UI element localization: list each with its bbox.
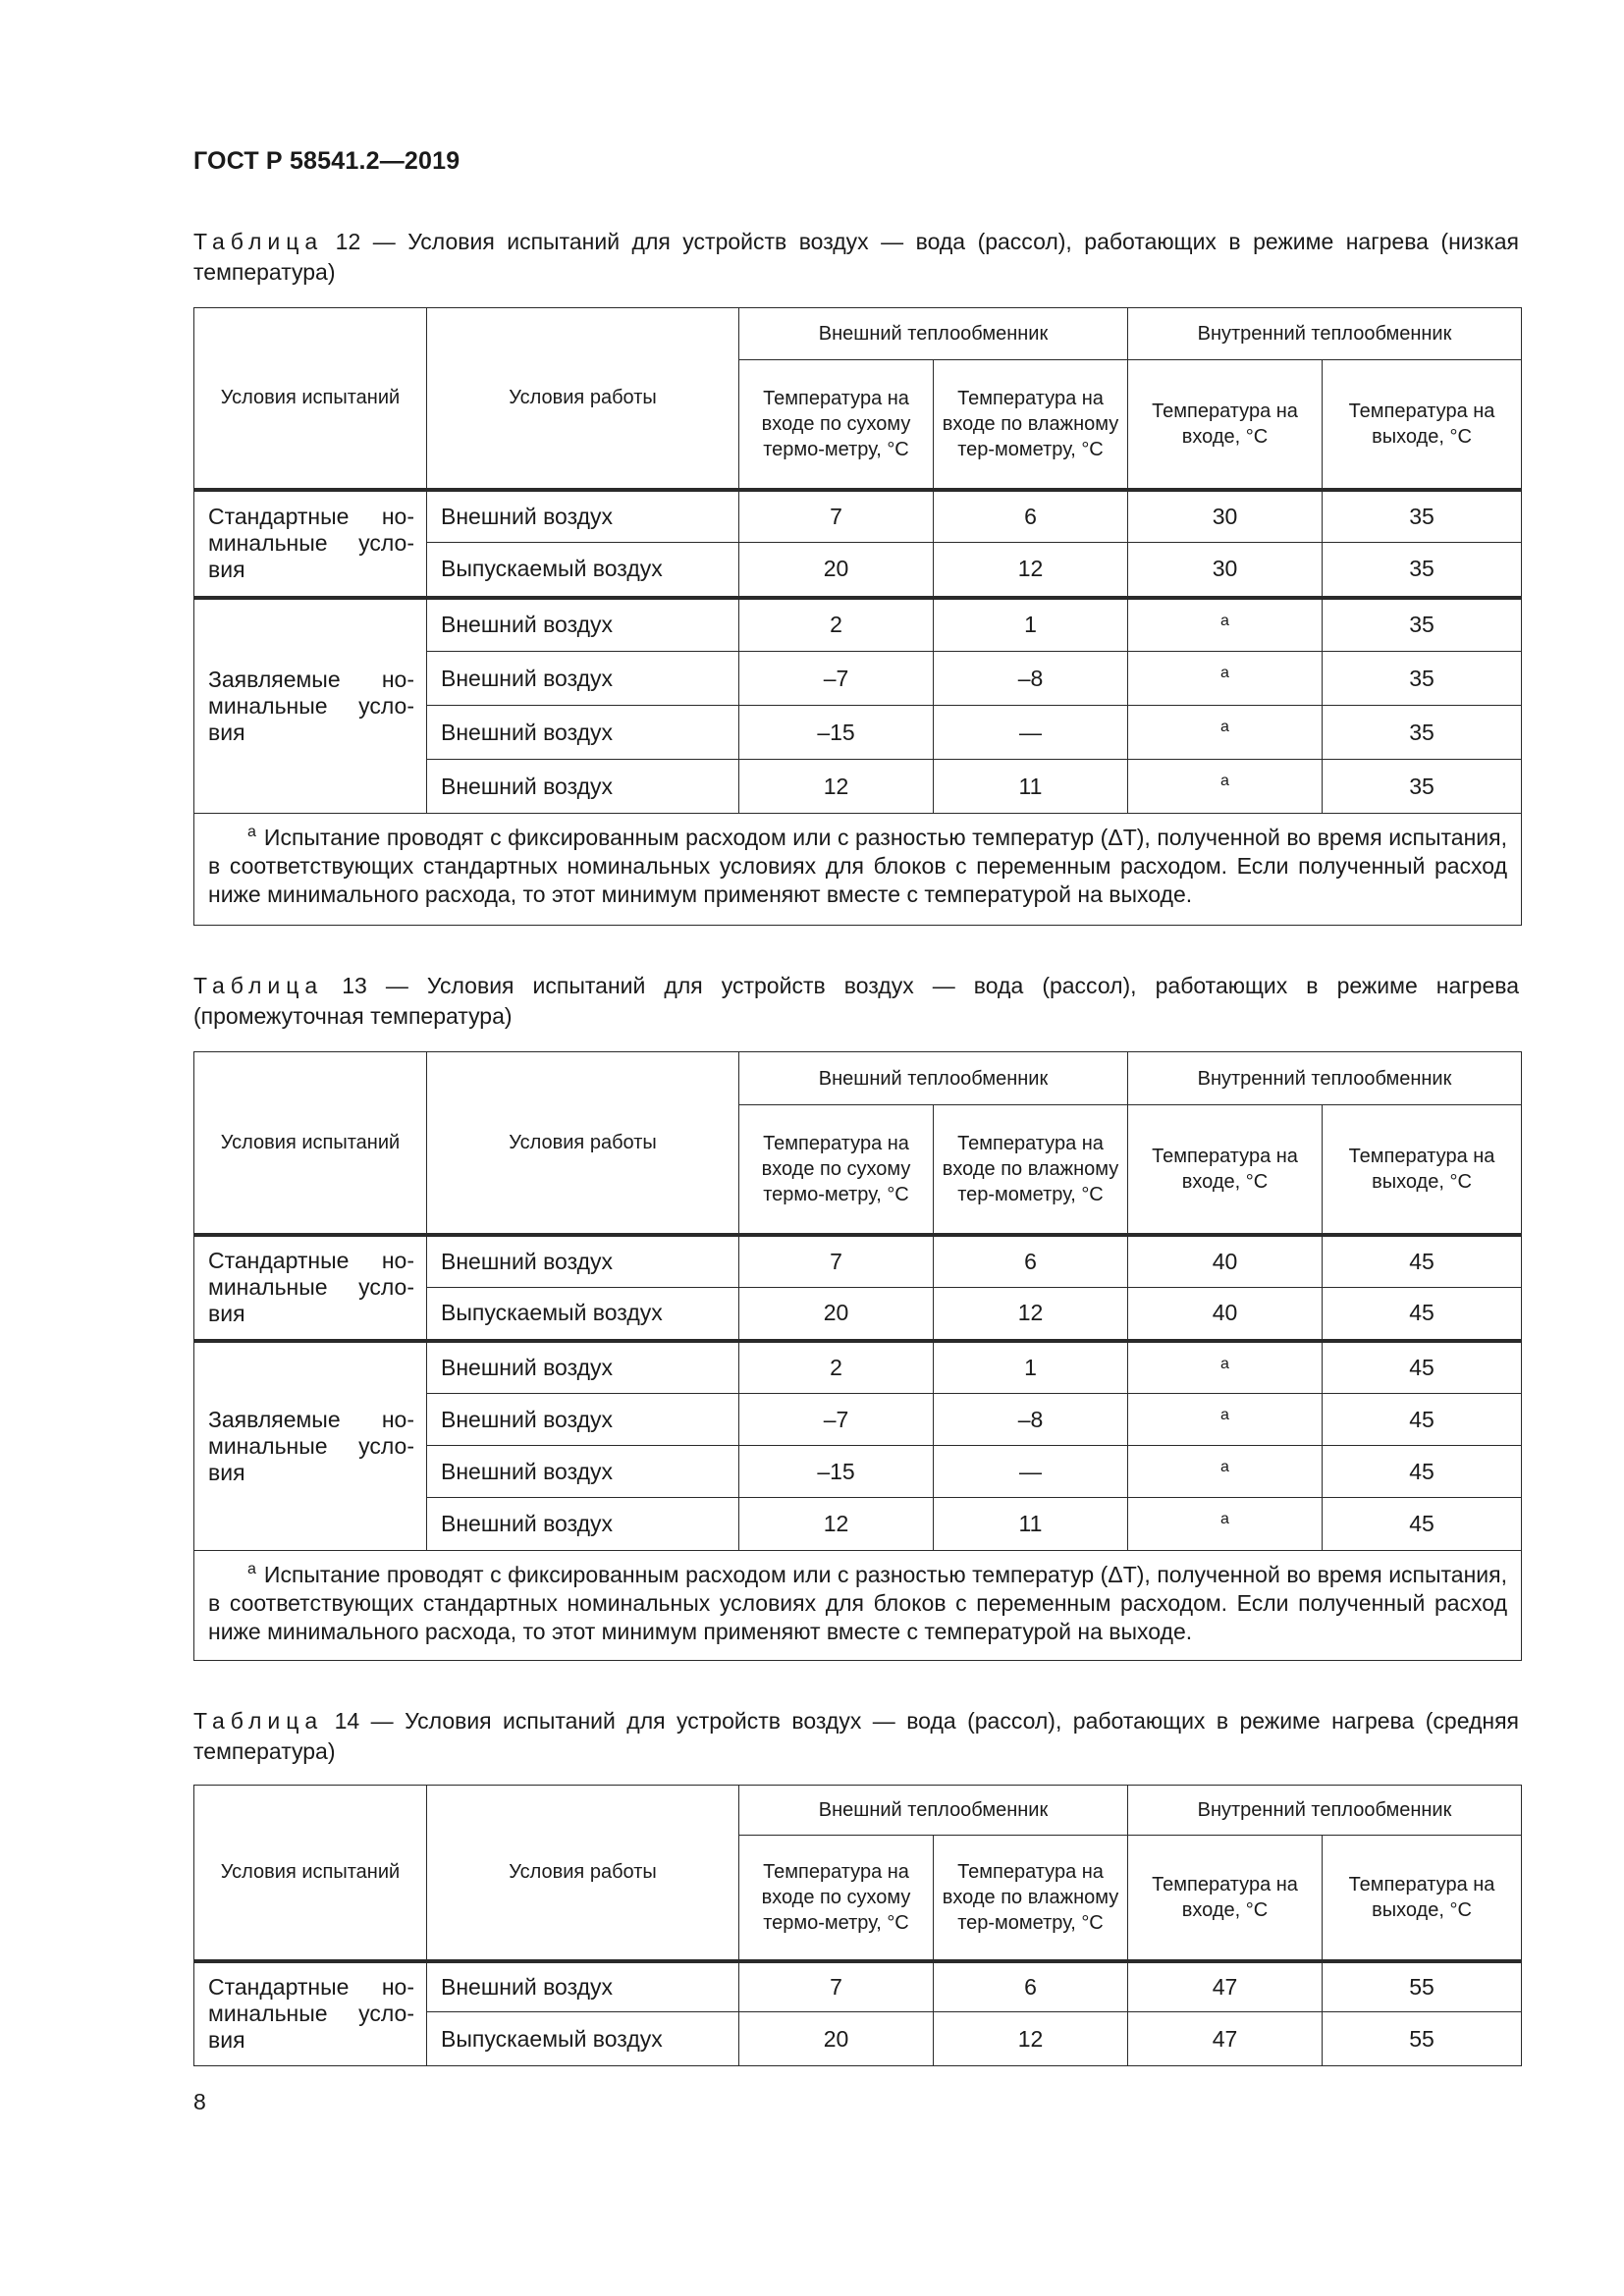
footnote-mark: a (247, 824, 256, 841)
header-inner-exchanger: Внутренний теплообменник (1128, 1052, 1522, 1105)
value-cell: 45 (1323, 1288, 1522, 1341)
table-13 (193, 1051, 1522, 1661)
header-inner-exchanger: Внутренний теплообменник (1128, 1786, 1522, 1836)
value-cell: 7 (739, 1961, 934, 2012)
value-cell: 12 (934, 1288, 1128, 1341)
table-13-caption (193, 971, 1519, 1032)
work-mode-cell: Внешний воздух (427, 1341, 739, 1394)
value-cell: 6 (934, 1961, 1128, 2012)
table-title: 13 — Условия испытаний для устройств воздух — вода (рассол), работающих в режиме нагрева (промежуточная температура) (193, 973, 1520, 1029)
header-work-conditions: Условия работы (427, 1786, 739, 1961)
value-cell: 1 (934, 1341, 1128, 1394)
table-row (194, 1235, 1522, 1288)
value-cell: 35 (1323, 706, 1522, 760)
header-outlet-temp: Температура на выходе, °C (1323, 1836, 1522, 1961)
value-cell: 45 (1323, 1446, 1522, 1498)
work-mode-cell: Внешний воздух (427, 706, 739, 760)
value-cell: 12 (934, 543, 1128, 598)
standard-conditions-cell: Стандартные но-минальные усло-вия (194, 1235, 427, 1341)
header-test-conditions: Условия испытаний (194, 1052, 427, 1235)
header-outer-exchanger: Внешний теплообменник (739, 1786, 1128, 1836)
footnote-ref-cell: a (1128, 1341, 1323, 1394)
value-cell: 11 (934, 1498, 1128, 1551)
page-number: 8 (193, 2089, 206, 2114)
table-label: Таблица (193, 1708, 324, 1734)
header-test-conditions: Условия испытаний (194, 308, 427, 490)
value-cell: 40 (1128, 1235, 1323, 1288)
header-inlet-temp: Температура на входе, °C (1128, 1836, 1323, 1961)
value-cell: 40 (1128, 1288, 1323, 1341)
value-cell: 7 (739, 1235, 934, 1288)
header-outlet-temp: Температура на выходе, °C (1323, 1105, 1522, 1235)
value-cell: –7 (739, 652, 934, 706)
value-cell: 35 (1323, 598, 1522, 652)
table-row (194, 1341, 1522, 1394)
header-inner-exchanger: Внутренний теплообменник (1128, 308, 1522, 360)
work-mode-cell: Внешний воздух (427, 490, 739, 543)
footnote-ref-cell: a (1128, 760, 1323, 814)
work-mode-cell: Внешний воздух (427, 1498, 739, 1551)
value-cell: — (934, 1446, 1128, 1498)
standard-conditions-cell: Стандартные но-минальные усло-вия (194, 1961, 427, 2066)
footnote-ref-cell: a (1128, 598, 1323, 652)
value-cell: –15 (739, 706, 934, 760)
declared-conditions-cell: Заявляемые но-минальные усло-вия (194, 598, 427, 814)
header-dry-bulb: Температура на входе по сухому термо-метру, °C (739, 360, 934, 490)
value-cell: 30 (1128, 490, 1323, 543)
header-work-conditions: Условия работы (427, 1052, 739, 1235)
work-mode-cell: Внешний воздух (427, 760, 739, 814)
header-work-conditions: Условия работы (427, 308, 739, 490)
value-cell: –8 (934, 1394, 1128, 1446)
value-cell: 1 (934, 598, 1128, 652)
header-wet-bulb: Температура на входе по влажному тер-мометру, °C (934, 1836, 1128, 1961)
work-mode-cell: Внешний воздух (427, 1446, 739, 1498)
value-cell: 6 (934, 490, 1128, 543)
table-label: Таблица (193, 973, 324, 998)
value-cell: 45 (1323, 1394, 1522, 1446)
value-cell: 12 (739, 760, 934, 814)
table-footnote (194, 814, 1522, 926)
work-mode-cell: Внешний воздух (427, 652, 739, 706)
table-label: Таблица (193, 229, 324, 254)
value-cell: 20 (739, 2012, 934, 2066)
table-12 (193, 307, 1522, 926)
work-mode-cell: Выпускаемый воздух (427, 543, 739, 598)
table-12-caption (193, 227, 1519, 288)
footnote-ref-cell: a (1128, 1446, 1323, 1498)
value-cell: — (934, 706, 1128, 760)
value-cell: 47 (1128, 1961, 1323, 2012)
header-dry-bulb: Температура на входе по сухому термо-метру, °C (739, 1836, 934, 1961)
footnote-text: Испытание проводят с фиксированным расходом или с разностью температур (ΔT), полученной во время испытания, в соответствующих стандартных номинальных условиях для блоков с переменным расходом. Если полученный расход ниже минимального расхода, то этот минимум применяют вместе с температурой на выходе. (208, 1562, 1507, 1644)
header-wet-bulb: Температура на входе по влажному тер-мометру, °C (934, 1105, 1128, 1235)
value-cell: –15 (739, 1446, 934, 1498)
header-test-conditions: Условия испытаний (194, 1786, 427, 1961)
header-outer-exchanger: Внешний теплообменник (739, 308, 1128, 360)
standard-conditions-cell: Стандартные но-минальные усло-вия (194, 490, 427, 598)
value-cell: 45 (1323, 1341, 1522, 1394)
table-row (194, 598, 1522, 652)
value-cell: 11 (934, 760, 1128, 814)
value-cell: 55 (1323, 2012, 1522, 2066)
value-cell: 35 (1323, 652, 1522, 706)
value-cell: 35 (1323, 490, 1522, 543)
table-footnote (194, 1551, 1522, 1661)
footnote-ref-cell: a (1128, 1498, 1323, 1551)
value-cell: 6 (934, 1235, 1128, 1288)
page-header: ГОСТ Р 58541.2—2019 (193, 147, 460, 175)
value-cell: –8 (934, 652, 1128, 706)
value-cell: 45 (1323, 1235, 1522, 1288)
footnote-text: Испытание проводят с фиксированным расходом или с разностью температур (ΔT), полученной во время испытания, в соответствующих стандартных номинальных условиях для блоков с переменным расходом. Если полученный расход ниже минимального расхода, то этот минимум применяют вместе с температурой на выходе. (208, 825, 1507, 907)
footnote-ref-cell: a (1128, 652, 1323, 706)
value-cell: 30 (1128, 543, 1323, 598)
value-cell: 2 (739, 598, 934, 652)
header-dry-bulb: Температура на входе по сухому термо-метру, °C (739, 1105, 934, 1235)
table-row (194, 1961, 1522, 2012)
work-mode-cell: Внешний воздух (427, 598, 739, 652)
work-mode-cell: Внешний воздух (427, 1961, 739, 2012)
footnote-mark: a (247, 1561, 256, 1578)
value-cell: 20 (739, 1288, 934, 1341)
table-row (194, 490, 1522, 543)
value-cell: 12 (934, 2012, 1128, 2066)
work-mode-cell: Выпускаемый воздух (427, 2012, 739, 2066)
header-outlet-temp: Температура на выходе, °C (1323, 360, 1522, 490)
value-cell: 47 (1128, 2012, 1323, 2066)
header-inlet-temp: Температура на входе, °C (1128, 360, 1323, 490)
declared-conditions-cell: Заявляемые но-минальные усло-вия (194, 1341, 427, 1551)
value-cell: –7 (739, 1394, 934, 1446)
value-cell: 20 (739, 543, 934, 598)
value-cell: 55 (1323, 1961, 1522, 2012)
header-inlet-temp: Температура на входе, °C (1128, 1105, 1323, 1235)
table-14 (193, 1785, 1522, 2066)
value-cell: 12 (739, 1498, 934, 1551)
value-cell: 35 (1323, 543, 1522, 598)
value-cell: 45 (1323, 1498, 1522, 1551)
work-mode-cell: Выпускаемый воздух (427, 1288, 739, 1341)
footnote-ref-cell: a (1128, 706, 1323, 760)
table-title: 12 — Условия испытаний для устройств воздух — вода (рассол), работающих в режиме нагрева (низкая температура) (193, 229, 1519, 285)
table-title: 14 — Условия испытаний для устройств воздух — вода (рассол), работающих в режиме нагрева (средняя температура) (193, 1708, 1520, 1764)
table-14-caption (193, 1706, 1519, 1767)
work-mode-cell: Внешний воздух (427, 1394, 739, 1446)
footnote-ref-cell: a (1128, 1394, 1323, 1446)
value-cell: 7 (739, 490, 934, 543)
value-cell: 35 (1323, 760, 1522, 814)
value-cell: 2 (739, 1341, 934, 1394)
header-outer-exchanger: Внешний теплообменник (739, 1052, 1128, 1105)
header-wet-bulb: Температура на входе по влажному тер-мометру, °C (934, 360, 1128, 490)
work-mode-cell: Внешний воздух (427, 1235, 739, 1288)
